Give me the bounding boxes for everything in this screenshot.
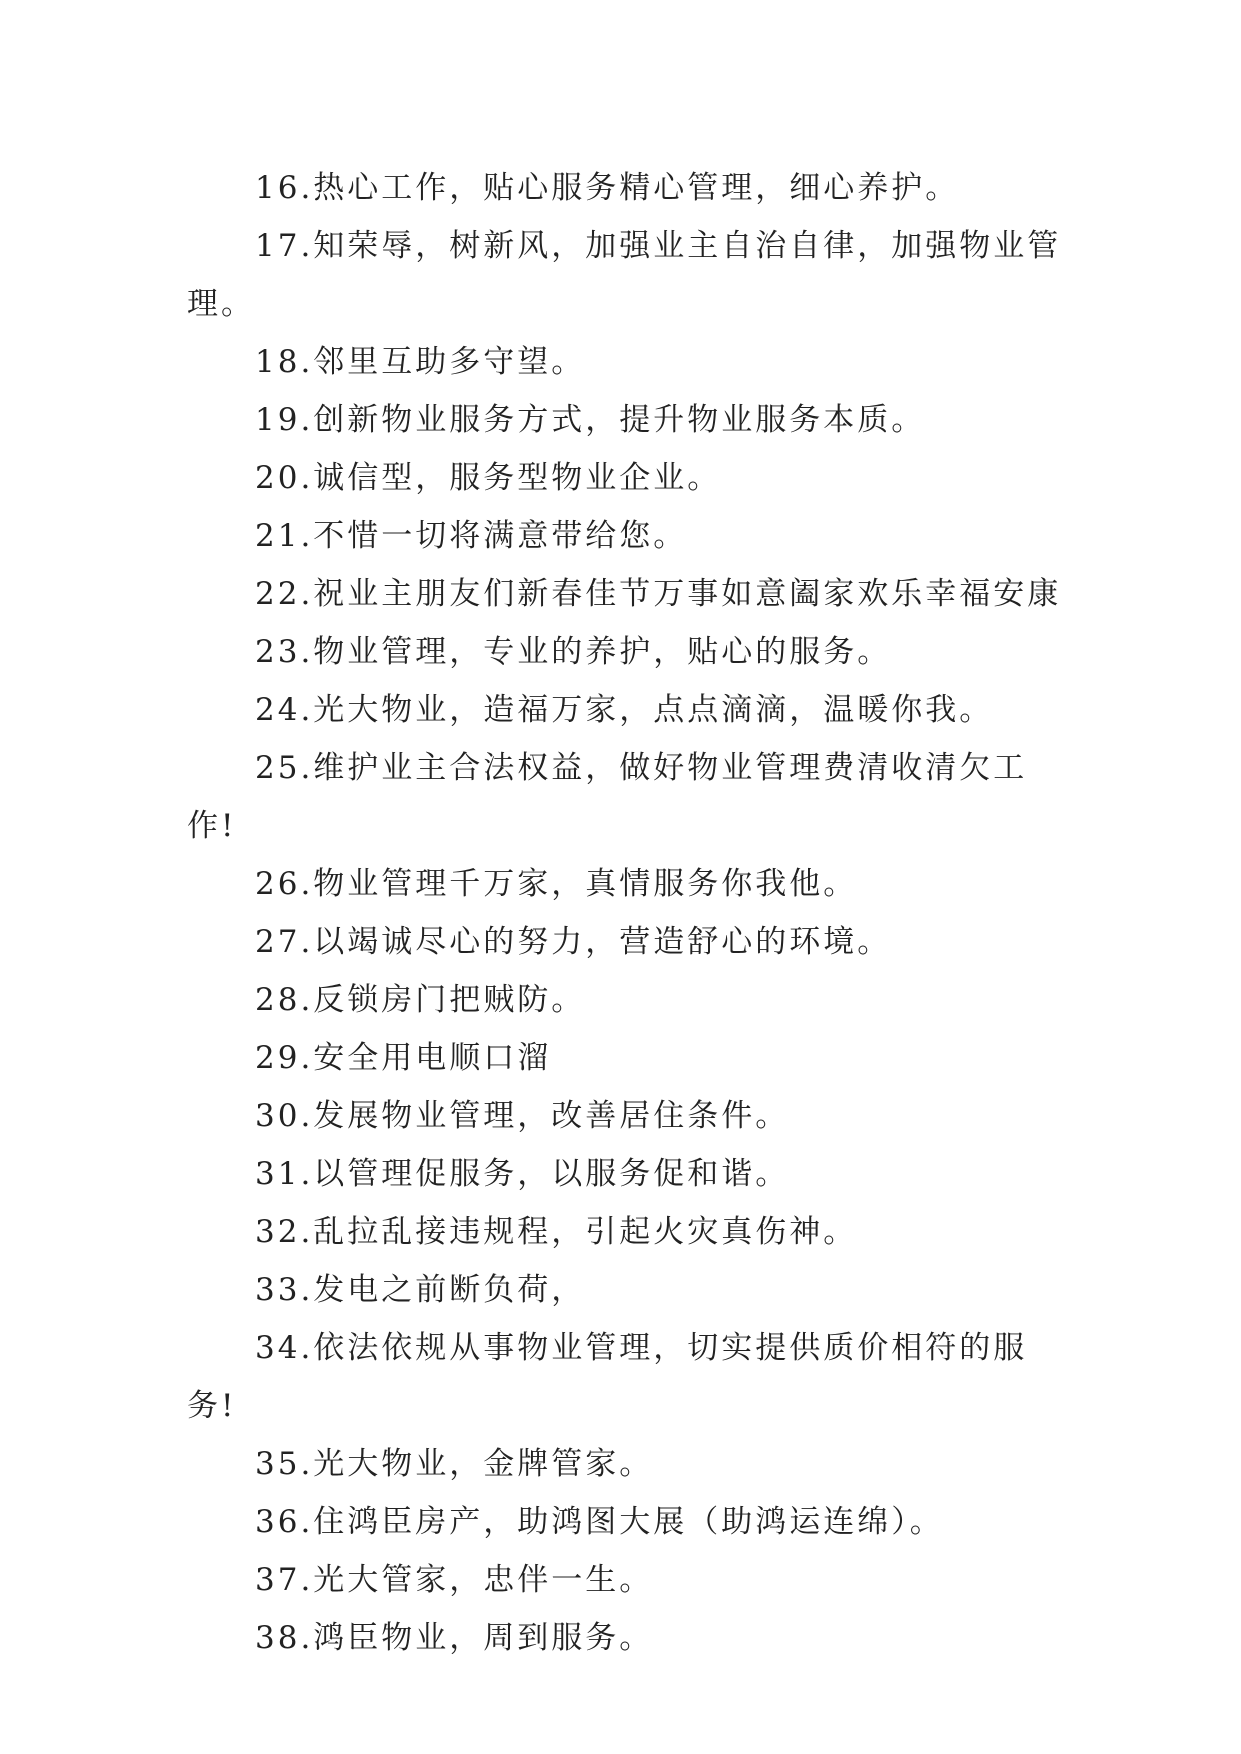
paragraph-37: 37.光大管家，忠伴一生。 (255, 1562, 654, 1598)
paragraph-27: 27.以竭诚尽心的努力，营造舒心的环境。 (255, 924, 892, 960)
paragraph-36: 36.住鸿臣房产，助鸿图大展（助鸿运连绵）。 (255, 1504, 944, 1540)
paragraph-24: 24.光大物业，造福万家，点点滴滴，温暖你我。 (255, 692, 994, 728)
paragraph-28: 28.反锁房门把贼防。 (255, 982, 586, 1018)
paragraph-26: 26.物业管理千万家，真情服务你我他。 (255, 866, 858, 902)
paragraph-17: 17.知荣辱，树新风，加强业主自治自律，加强物业管理。 (187, 228, 1062, 322)
paragraph-29: 29.安全用电顺口溜 (255, 1040, 552, 1076)
paragraph-34: 34.依法依规从事物业管理，切实提供质价相符的服务! (187, 1330, 1028, 1424)
paragraph-38: 38.鸿臣物业，周到服务。 (255, 1620, 654, 1656)
paragraph-19: 19.创新物业服务方式，提升物业服务本质。 (255, 402, 926, 438)
paragraph-21: 21.不惜一切将满意带给您。 (255, 518, 688, 554)
paragraph-30: 30.发展物业管理，改善居住条件。 (255, 1098, 790, 1134)
paragraph-18: 18.邻里互助多守望。 (255, 344, 586, 380)
paragraph-25: 25.维护业主合法权益，做好物业管理费清收清欠工作! (187, 750, 1028, 844)
paragraph-31: 31.以管理促服务，以服务促和谐。 (255, 1156, 790, 1192)
paragraph-20: 20.诚信型，服务型物业企业。 (255, 460, 722, 496)
paragraph-32: 32.乱拉乱接违规程，引起火灾真伤神。 (255, 1214, 858, 1250)
paragraph-33: 33.发电之前断负荷， (255, 1272, 586, 1308)
paragraph-16: 16.热心工作，贴心服务精心管理，细心养护。 (255, 170, 960, 206)
paragraph-22: 22.祝业主朋友们新春佳节万事如意阖家欢乐幸福安康 (255, 576, 1062, 612)
paragraph-35: 35.光大物业，金牌管家。 (255, 1446, 654, 1482)
paragraph-23: 23.物业管理，专业的养护，贴心的服务。 (255, 634, 892, 670)
document-body (187, 159, 1067, 1667)
